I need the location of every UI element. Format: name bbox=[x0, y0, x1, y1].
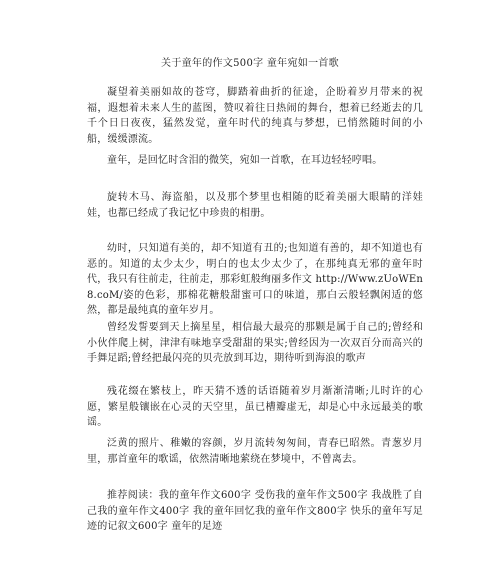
paragraph-childhood-song: 童年，是回忆时含泪的微笑，宛如一首歌，在耳边轻轻哼唱。 bbox=[107, 155, 383, 166]
paragraph-past-vows: 曾经发誓要到天上摘星星，相信最大最亮的那颗是属于自己的;曾经和小伙伴爬上树，津津有味地享受甜甜的果实;曾经因为一次双百分而高兴的手舞足蹈;曾经把最闪亮的贝壳放到耳边，期待听到海浪的歌声 bbox=[87, 322, 423, 364]
paragraph-carousel-memories: 旋转木马、海盗船，以及那个梦里也相随的眨着美丽大眼睛的洋娃娃，也都已经成了我记忆中珍贵的相册。 bbox=[87, 192, 423, 219]
recommended-reading: 推荐阅读：我的童年作文600字 受伤我的童年作文500字 我战胜了自己我的童年作文400字 我的童年回忆我的童年作文800字 快乐的童年写足迹的记叙文600字 童年的足迹 bbox=[87, 490, 423, 532]
document-title: 关于童年的作文500字 童年宛如一首歌 bbox=[161, 58, 339, 69]
paragraph-flowers-wishes: 残花缀在繁枝上，昨天猜不透的话语随着岁月渐渐清晰;儿时许的心愿，繁星般镶嵌在心灵的天空里，虽已槽瓣虚无，却是心中永远最美的歌谣。 bbox=[87, 386, 423, 428]
paragraph-old-photos: 泛黄的照片、稚嫩的容颜，岁月流转匆匆间，青春已昭然。青葱岁月里，那首童年的歌谣，依然清晰地萦绕在梦境中，不曾离去。 bbox=[87, 438, 423, 465]
paragraph-opening: 凝望着美丽如故的苍穹，脚踏着曲折的征途，企盼着岁月带来的祝福，遐想着未来人生的蓝图，赞叹着往日热闹的舞台，想着已经逝去的几千个日日夜夜，猛然发觉，童年时代的纯真与梦想，已悄然随时间的小船，缓缓漂流。 bbox=[87, 87, 423, 145]
paragraph-innocence: 幼时，只知道有美的，却不知道有丑的;也知道有善的，却不知道也有恶的。知道的太少太少，明白的也太少太少了，在那纯真无邪的童年时代，我只有往前走，往前走，那彩虹般绚丽多作文 http://Www.zUoWEn8.coM/姿的色彩，那棉花糖般甜蜜可口的味道，那白云般轻飘闲适的悠然，都是最纯真的童年岁月。 bbox=[87, 243, 423, 316]
